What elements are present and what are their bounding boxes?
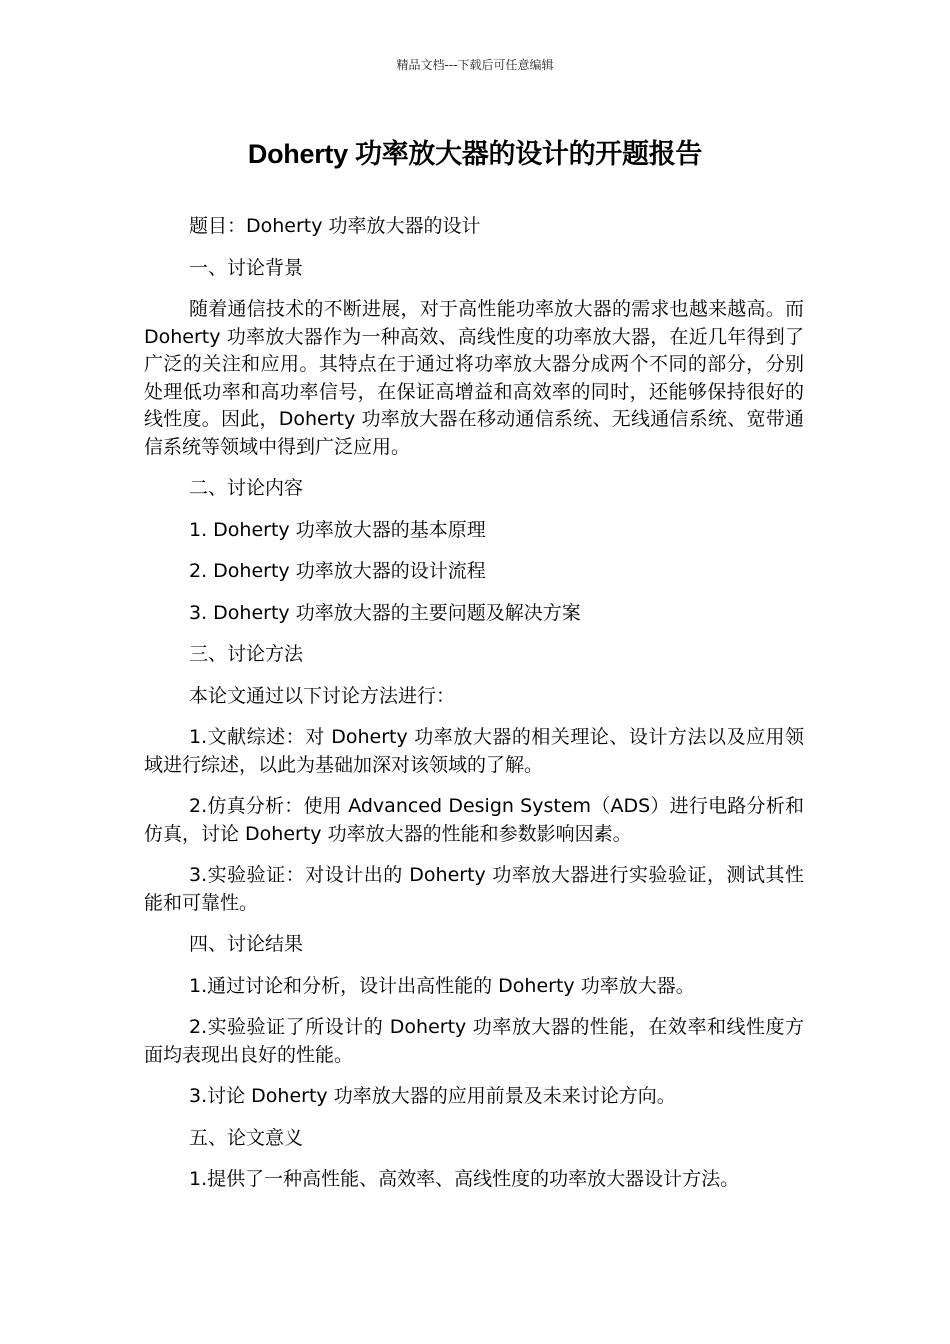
content-item-3: 3. Doherty 功率放大器的主要问题及解决方案 — [189, 601, 581, 624]
section-heading-significance: 五、论文意义 — [189, 1126, 304, 1149]
content-item-2: 2. Doherty 功率放大器的设计流程 — [189, 560, 486, 582]
method-item-3: 3.实验验证：对设计出的 Doherty 功率放大器进行实验验证，测试其性能和可靠性。 — [144, 864, 804, 914]
significance-item-1: 1.提供了一种高性能、高效率、高线性度的功率放大器设计方法。 — [189, 1168, 740, 1190]
section-heading-content: 二、讨论内容 — [189, 477, 304, 499]
section-heading-results: 四、讨论结果 — [189, 933, 304, 955]
result-item-1: 1.通过讨论和分析，设计出高性能的 Doherty 功率放大器。 — [189, 974, 695, 997]
content-item-1: 1. Doherty 功率放大器的基本原理 — [189, 518, 486, 541]
section-heading-background: 一、讨论背景 — [189, 256, 304, 279]
methods-intro: 本论文通过以下讨论方法进行： — [189, 684, 456, 707]
section-heading-methods: 三、讨论方法 — [189, 643, 304, 665]
document-body — [144, 213, 804, 1208]
background-paragraph: 随着通信技术的不断进展，对于高性能功率放大器的需求也越来越高。而 Doherty 功率放大器作为一种高效、高线性度的功率放大器，在近几年得到了广泛的关注和应用。其特点在于通过将功率放大器分成两个不同的部分，分别处理低功率和高功率信号，在保证高增益和高效率的同时，还能够保持很好的线性度。因此，Doherty 功率放大器在移动通信系统、无线通信系统、宽带通信系统等领域中得到广泛应用。 — [144, 298, 804, 458]
document-title: Doherty 功率放大器的设计的开题报告 — [247, 139, 703, 169]
method-item-2: 2.仿真分析：使用 Advanced Design System（ADS）进行电路分析和仿真，讨论 Doherty 功率放大器的性能和参数影响因素。 — [144, 795, 804, 845]
method-item-1: 1.文献综述：对 Doherty 功率放大器的相关理论、设计方法以及应用领域进行综述，以此为基础加深对该领域的了解。 — [144, 726, 804, 776]
result-item-3: 3.讨论 Doherty 功率放大器的应用前景及未来讨论方向。 — [189, 1085, 676, 1107]
result-item-2: 2.实验验证了所设计的 Doherty 功率放大器的性能，在效率和线性度方面均表现出良好的性能。 — [144, 1016, 804, 1066]
page-header-note: 精品文档---下载后可任意编辑 — [396, 58, 554, 72]
topic-line: 题目：Doherty 功率放大器的设计 — [189, 215, 481, 237]
